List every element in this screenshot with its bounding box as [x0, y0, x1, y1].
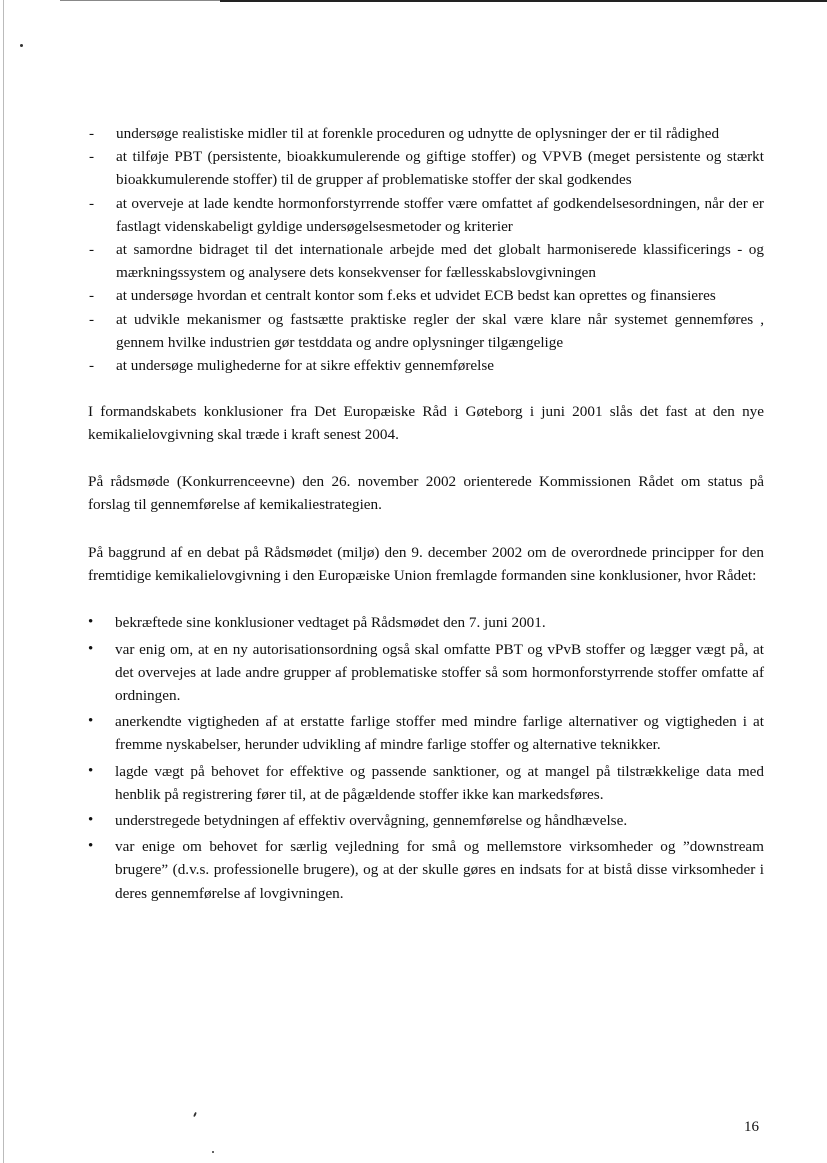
scan-speck [212, 1151, 214, 1153]
paragraph-radsmode: På rådsmøde (Konkurrenceevne) den 26. november 2002 orienterede Kommissionen Rådet om status på forslag til gennemførelse af kemikaliestrategien. [88, 472, 764, 513]
scan-edge-top [220, 0, 827, 2]
scan-speck [193, 1112, 197, 1117]
paragraph-baggrund: På baggrund af en debat på Rådsmødet (miljø) den 9. december 2002 om de overordnede principper for den fremtidige kemikalielovgivning i den Europæiske Union fremlagde formanden sine konklusioner, hvor Rådet: [88, 544, 764, 585]
dash-list [88, 122, 764, 377]
dash-list-item: - at overveje at lade kendte hormonforstyrrende stoffer være omfattet af godkendelsesordningen, når der er fastlagt videnskabeligt gyldige undersøgelsesmetoder og kriterier [88, 192, 764, 238]
dash-list-item: - undersøge realistiske midler til at forenkle proceduren og udnytte de oplysninger der er til rådighed [88, 122, 764, 145]
dash-list-item: - at undersøge mulighederne for at sikre effektiv gennemførelse [88, 354, 764, 377]
scan-edge-top-left [60, 0, 220, 1]
dash-list-item: - at udvikle mekanismer og fastsætte praktiske regler der skal være klare når systemet gennemføres , gennem hvilke industrien gør testddata og andre oplysninger tilgængelige [88, 308, 764, 354]
bullet-list [88, 611, 764, 904]
dash-list-item: - at tilføje PBT (persistente, bioakkumulerende og giftige stoffer) og VPVB (meget persistente og stærkt bioakkumulerende stoffer) til de grupper af problematiske stoffer der skal godkendes [88, 145, 764, 191]
bullet-list-item: • var enig om, at en ny autorisationsordning også skal omfatte PBT og vPvB stoffer og lægger vægt på, at det overvejes at lade andre grupper af problematiske stoffer så som hormonforstyrrende stoffer omfatte af ordningen. [88, 638, 764, 708]
scan-edge-left [3, 0, 4, 1163]
bullet-list-item: • lagde vægt på behovet for effektive og passende sanktioner, og at mangel på tilstrækkelige data med henblik på registrering fører til, at de pågældende stoffer ikke kan markedsføres. [88, 760, 764, 806]
bullet-list-item: • anerkendte vigtigheden af at erstatte farlige stoffer med mindre farlige alternativer og vigtigheden i at fremme nyskabelser, herunder udvikling af mindre farlige stoffer og alternative teknikker. [88, 710, 764, 756]
bullet-list-item: • understregede betydningen af effektiv overvågning, gennemførelse og håndhævelse. [88, 809, 764, 832]
bullet-list-item: • bekræftede sine konklusioner vedtaget på Rådsmødet den 7. juni 2001. [88, 611, 764, 634]
dash-list-item: - at samordne bidraget til det internationale arbejde med det globalt harmoniserede klassificerings - og mærkningssystem og analysere dets konsekvenser for fællesskabslovgivningen [88, 238, 764, 284]
page-number: 16 [744, 1119, 759, 1135]
bullet-list-item: • var enige om behovet for særlig vejledning for små og mellemstore virksomheder og ”downstream brugere” (d.v.s. professionelle brugere), og at der skulle gøres en indsats for at bistå disse virksomheder i deres gennemførelse af lovgivningen. [88, 835, 764, 905]
scan-speck [20, 44, 23, 47]
paragraph-goteborg: I formandskabets konklusioner fra Det Europæiske Råd i Gøteborg i juni 2001 slås det fast at den nye kemikalielovgivning skal træde i kraft senest 2004. [88, 403, 764, 444]
dash-list-item: - at undersøge hvordan et centralt kontor som f.eks et udvidet ECB bedst kan oprettes og finansieres [88, 284, 764, 307]
document-body [88, 122, 764, 908]
